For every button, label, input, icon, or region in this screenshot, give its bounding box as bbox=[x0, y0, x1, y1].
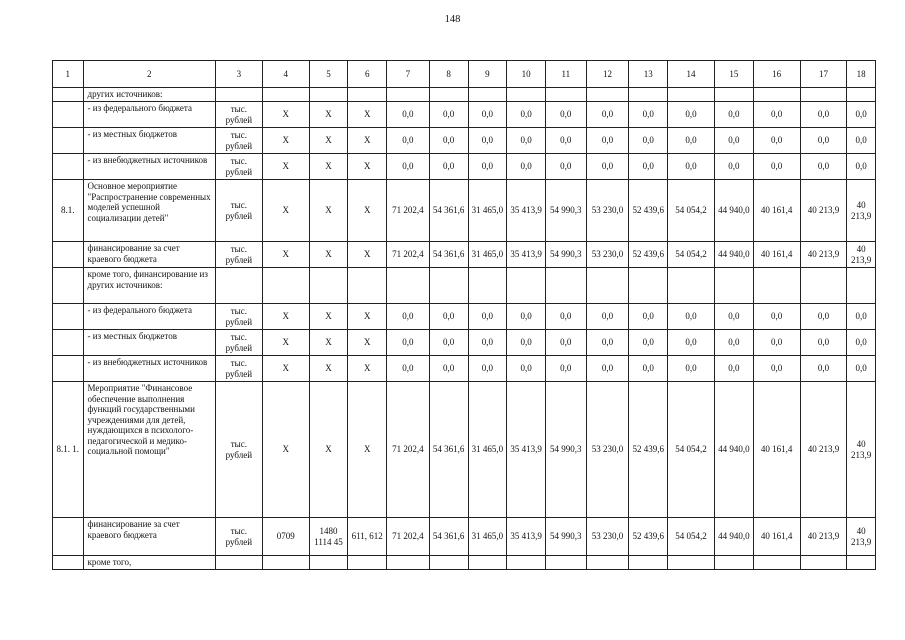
table-cell: 0,0 bbox=[507, 330, 546, 356]
table-cell: 0,0 bbox=[429, 154, 468, 180]
table-cell: 0,0 bbox=[629, 128, 668, 154]
table-cell bbox=[545, 556, 586, 570]
table-cell: 1480 1114 45 bbox=[309, 518, 348, 556]
row-number-cell bbox=[53, 268, 84, 304]
row-number-cell bbox=[53, 102, 84, 128]
row-name-cell: - из внебюджетных источников bbox=[83, 154, 215, 180]
table-cell: 54 361,6 bbox=[429, 518, 468, 556]
table-cell: 0,0 bbox=[753, 356, 800, 382]
column-header-3: 3 bbox=[215, 61, 262, 88]
table-cell: 40 161,4 bbox=[753, 382, 800, 518]
table-cell: 0,0 bbox=[629, 356, 668, 382]
table-cell: 0,0 bbox=[800, 356, 847, 382]
table-cell: тыс. рублей bbox=[215, 154, 262, 180]
table-cell: 54 054,2 bbox=[668, 518, 715, 556]
table-cell bbox=[215, 268, 262, 304]
table-cell: X bbox=[262, 102, 309, 128]
table-cell: 0,0 bbox=[468, 102, 507, 128]
table-cell bbox=[309, 556, 348, 570]
row-number-cell bbox=[53, 242, 84, 268]
table-cell bbox=[262, 268, 309, 304]
table-row bbox=[53, 180, 876, 242]
column-header-1: 1 bbox=[53, 61, 84, 88]
table-cell: 0,0 bbox=[468, 356, 507, 382]
table-cell bbox=[714, 88, 753, 102]
table-cell: X bbox=[262, 154, 309, 180]
column-header-2: 2 bbox=[83, 61, 215, 88]
table-cell: 0,0 bbox=[507, 154, 546, 180]
table-cell: 35 413,9 bbox=[507, 242, 546, 268]
column-header-12: 12 bbox=[586, 61, 629, 88]
table-cell bbox=[507, 88, 546, 102]
column-header-13: 13 bbox=[629, 61, 668, 88]
table-cell: 0,0 bbox=[586, 356, 629, 382]
table-cell: X bbox=[309, 330, 348, 356]
table-cell bbox=[714, 556, 753, 570]
table-cell bbox=[348, 88, 387, 102]
table-cell: 52 439,6 bbox=[629, 382, 668, 518]
table-cell bbox=[429, 268, 468, 304]
table-cell: 0,0 bbox=[714, 304, 753, 330]
table-cell bbox=[429, 88, 468, 102]
table-cell: тыс. рублей bbox=[215, 330, 262, 356]
budget-table bbox=[52, 60, 876, 570]
table-cell: тыс. рублей bbox=[215, 304, 262, 330]
row-number-cell bbox=[53, 356, 84, 382]
table-cell: 0,0 bbox=[387, 330, 430, 356]
table-cell bbox=[468, 88, 507, 102]
table-cell: 52 439,6 bbox=[629, 180, 668, 242]
table-cell: 40 161,4 bbox=[753, 180, 800, 242]
table-cell: 0,0 bbox=[586, 102, 629, 128]
table-cell: 54 054,2 bbox=[668, 180, 715, 242]
table-cell bbox=[629, 556, 668, 570]
table-cell: 0,0 bbox=[847, 128, 876, 154]
row-name-cell: - из местных бюджетов bbox=[83, 128, 215, 154]
table-cell: 0,0 bbox=[847, 356, 876, 382]
column-header-15: 15 bbox=[714, 61, 753, 88]
column-header-10: 10 bbox=[507, 61, 546, 88]
table-cell bbox=[215, 88, 262, 102]
table-cell: 54 361,6 bbox=[429, 180, 468, 242]
table-cell: 0,0 bbox=[629, 330, 668, 356]
table-cell: 31 465,0 bbox=[468, 382, 507, 518]
table-cell: 0,0 bbox=[387, 102, 430, 128]
table-cell: 0,0 bbox=[668, 128, 715, 154]
table-cell: 0,0 bbox=[468, 330, 507, 356]
table-cell: X bbox=[309, 128, 348, 154]
table-row bbox=[53, 304, 876, 330]
table-cell: 0,0 bbox=[507, 128, 546, 154]
table-cell: 0,0 bbox=[586, 304, 629, 330]
table-cell: 0,0 bbox=[387, 154, 430, 180]
column-header-14: 14 bbox=[668, 61, 715, 88]
table-cell: 0,0 bbox=[668, 356, 715, 382]
row-name-cell: финансирование за счет краевого бюджета bbox=[83, 518, 215, 556]
table-cell bbox=[629, 88, 668, 102]
table-cell: 0,0 bbox=[847, 154, 876, 180]
table-cell: 0,0 bbox=[429, 102, 468, 128]
table-cell: X bbox=[262, 128, 309, 154]
table-cell: 52 439,6 bbox=[629, 518, 668, 556]
table-cell: X bbox=[309, 102, 348, 128]
table-cell: 0,0 bbox=[800, 154, 847, 180]
table-cell: 0,0 bbox=[753, 154, 800, 180]
table-cell: 0,0 bbox=[800, 102, 847, 128]
table-cell: 0,0 bbox=[668, 304, 715, 330]
table-cell: тыс. рублей bbox=[215, 356, 262, 382]
row-number-cell bbox=[53, 330, 84, 356]
table-cell: 40 213,9 bbox=[847, 518, 876, 556]
table-cell: 0,0 bbox=[714, 102, 753, 128]
table-cell: тыс. рублей bbox=[215, 102, 262, 128]
table-cell: X bbox=[348, 154, 387, 180]
table-cell bbox=[309, 88, 348, 102]
table-cell: 71 202,4 bbox=[387, 382, 430, 518]
table-cell: 40 213,9 bbox=[847, 180, 876, 242]
table-cell: 31 465,0 bbox=[468, 180, 507, 242]
table-row bbox=[53, 268, 876, 304]
table-cell bbox=[753, 268, 800, 304]
table-cell: 54 054,2 bbox=[668, 382, 715, 518]
column-header-4: 4 bbox=[262, 61, 309, 88]
table-row bbox=[53, 88, 876, 102]
table-cell: 0,0 bbox=[545, 102, 586, 128]
row-number-cell bbox=[53, 304, 84, 330]
row-name-cell: - из внебюджетных источников bbox=[83, 356, 215, 382]
row-number-cell bbox=[53, 128, 84, 154]
row-number-cell bbox=[53, 88, 84, 102]
table-cell: 54 990,3 bbox=[545, 518, 586, 556]
table-cell: 0,0 bbox=[429, 128, 468, 154]
table-cell bbox=[800, 88, 847, 102]
table-cell: 0,0 bbox=[429, 304, 468, 330]
table-cell: 0,0 bbox=[545, 356, 586, 382]
table-cell: 0,0 bbox=[545, 154, 586, 180]
table-row bbox=[53, 102, 876, 128]
table-cell: 0,0 bbox=[468, 304, 507, 330]
row-number-cell bbox=[53, 518, 84, 556]
table-cell: 54 054,2 bbox=[668, 242, 715, 268]
table-cell: 0,0 bbox=[753, 330, 800, 356]
table-cell: 44 940,0 bbox=[714, 242, 753, 268]
table-cell bbox=[714, 268, 753, 304]
table-cell bbox=[545, 88, 586, 102]
table-row bbox=[53, 242, 876, 268]
table-cell: 0,0 bbox=[629, 154, 668, 180]
table-cell: 0,0 bbox=[429, 356, 468, 382]
table-cell: 53 230,0 bbox=[586, 180, 629, 242]
table-cell: 0,0 bbox=[714, 356, 753, 382]
table-cell: X bbox=[262, 330, 309, 356]
table-cell: X bbox=[309, 180, 348, 242]
table-cell: 35 413,9 bbox=[507, 180, 546, 242]
row-number-cell bbox=[53, 556, 84, 570]
table-cell: тыс. рублей bbox=[215, 242, 262, 268]
table-cell: 0,0 bbox=[545, 304, 586, 330]
table-cell: X bbox=[348, 382, 387, 518]
table-cell: 44 940,0 bbox=[714, 382, 753, 518]
table-cell bbox=[468, 556, 507, 570]
table-cell bbox=[387, 268, 430, 304]
table-cell: 53 230,0 bbox=[586, 518, 629, 556]
column-header-7: 7 bbox=[387, 61, 430, 88]
table-cell: 0,0 bbox=[847, 330, 876, 356]
table-cell: 0,0 bbox=[847, 102, 876, 128]
table-cell: 0,0 bbox=[387, 356, 430, 382]
table-cell: 0,0 bbox=[387, 128, 430, 154]
table-cell: X bbox=[348, 128, 387, 154]
column-header-6: 6 bbox=[348, 61, 387, 88]
table-cell: 35 413,9 bbox=[507, 518, 546, 556]
table-cell bbox=[507, 268, 546, 304]
table-cell: 40 161,4 bbox=[753, 518, 800, 556]
table-cell: 0,0 bbox=[545, 330, 586, 356]
table-cell: 0,0 bbox=[668, 154, 715, 180]
table-cell bbox=[586, 268, 629, 304]
table-cell: 0,0 bbox=[800, 304, 847, 330]
table-row bbox=[53, 382, 876, 518]
column-header-17: 17 bbox=[800, 61, 847, 88]
table-cell: 44 940,0 bbox=[714, 518, 753, 556]
table-cell: X bbox=[309, 304, 348, 330]
table-cell: 0,0 bbox=[429, 330, 468, 356]
table-cell: X bbox=[348, 356, 387, 382]
table-row bbox=[53, 356, 876, 382]
table-cell bbox=[545, 268, 586, 304]
table-cell: 0,0 bbox=[387, 304, 430, 330]
table-cell: 44 940,0 bbox=[714, 180, 753, 242]
table-cell: 54 361,6 bbox=[429, 382, 468, 518]
table-cell: 53 230,0 bbox=[586, 382, 629, 518]
row-name-cell: - из федерального бюджета bbox=[83, 102, 215, 128]
table-row bbox=[53, 330, 876, 356]
table-cell: 71 202,4 bbox=[387, 518, 430, 556]
table-cell bbox=[429, 556, 468, 570]
table-cell bbox=[348, 268, 387, 304]
table-row bbox=[53, 128, 876, 154]
table-cell: X bbox=[348, 242, 387, 268]
table-cell: X bbox=[309, 242, 348, 268]
table-cell: 0,0 bbox=[507, 356, 546, 382]
table-cell bbox=[262, 556, 309, 570]
table-cell: тыс. рублей bbox=[215, 128, 262, 154]
table-cell bbox=[668, 88, 715, 102]
row-name-cell: - из местных бюджетов bbox=[83, 330, 215, 356]
row-name-cell: - из федерального бюджета bbox=[83, 304, 215, 330]
row-number-cell bbox=[53, 154, 84, 180]
table-cell: 54 990,3 bbox=[545, 180, 586, 242]
table-cell bbox=[387, 556, 430, 570]
table-cell: 0,0 bbox=[668, 102, 715, 128]
table-cell: 0,0 bbox=[629, 102, 668, 128]
table-cell bbox=[309, 268, 348, 304]
table-cell: 0,0 bbox=[629, 304, 668, 330]
table-cell: 31 465,0 bbox=[468, 518, 507, 556]
table-cell: 52 439,6 bbox=[629, 242, 668, 268]
table-cell: 71 202,4 bbox=[387, 242, 430, 268]
column-header-8: 8 bbox=[429, 61, 468, 88]
table-cell: 0,0 bbox=[714, 154, 753, 180]
table-cell bbox=[348, 556, 387, 570]
table-cell: X bbox=[309, 382, 348, 518]
table-cell: 0,0 bbox=[586, 330, 629, 356]
table-cell bbox=[468, 268, 507, 304]
table-cell: тыс. рублей bbox=[215, 180, 262, 242]
table-cell bbox=[668, 556, 715, 570]
table-cell bbox=[507, 556, 546, 570]
table-cell: 40 161,4 bbox=[753, 242, 800, 268]
table-cell: X bbox=[348, 330, 387, 356]
table-cell bbox=[586, 88, 629, 102]
table-cell: тыс. рублей bbox=[215, 518, 262, 556]
table-cell: 0,0 bbox=[753, 304, 800, 330]
table-cell bbox=[387, 88, 430, 102]
table-cell bbox=[753, 88, 800, 102]
table-cell bbox=[847, 268, 876, 304]
column-header-9: 9 bbox=[468, 61, 507, 88]
table-cell: X bbox=[348, 304, 387, 330]
row-number-cell: 8.1. bbox=[53, 180, 84, 242]
table-cell bbox=[847, 556, 876, 570]
table-cell: X bbox=[262, 304, 309, 330]
table-cell: 0,0 bbox=[753, 102, 800, 128]
table-cell bbox=[847, 88, 876, 102]
column-header-18: 18 bbox=[847, 61, 876, 88]
table-cell: 54 361,6 bbox=[429, 242, 468, 268]
table-cell: 0,0 bbox=[586, 154, 629, 180]
table-cell: 40 213,9 bbox=[800, 180, 847, 242]
table-header-row bbox=[53, 61, 876, 88]
column-header-5: 5 bbox=[309, 61, 348, 88]
table-cell bbox=[586, 556, 629, 570]
table-cell: 71 202,4 bbox=[387, 180, 430, 242]
table-cell: 35 413,9 bbox=[507, 382, 546, 518]
row-name-cell: финансирование за счет краевого бюджета bbox=[83, 242, 215, 268]
table-cell: 40 213,9 bbox=[847, 242, 876, 268]
table-row bbox=[53, 556, 876, 570]
table-cell: 0,0 bbox=[800, 330, 847, 356]
table-cell bbox=[262, 88, 309, 102]
table-cell: 0,0 bbox=[586, 128, 629, 154]
table-cell bbox=[800, 268, 847, 304]
table-cell: 54 990,3 bbox=[545, 242, 586, 268]
table-cell: 0,0 bbox=[800, 128, 847, 154]
table-cell: X bbox=[262, 382, 309, 518]
table-cell: 54 990,3 bbox=[545, 382, 586, 518]
table-cell bbox=[215, 556, 262, 570]
table-cell: 0,0 bbox=[714, 330, 753, 356]
table-cell: 40 213,9 bbox=[800, 518, 847, 556]
row-name-cell: Мероприятие "Финансовое обеспечение выполнения функций государственными учреждениями для детей, нуждающихся в психолого-педагогической и медико-социальной помощи" bbox=[83, 382, 215, 518]
table-cell: 40 213,9 bbox=[800, 382, 847, 518]
table-cell: 40 213,9 bbox=[800, 242, 847, 268]
table-cell: 53 230,0 bbox=[586, 242, 629, 268]
table-cell: 0,0 bbox=[714, 128, 753, 154]
table-cell: 0,0 bbox=[507, 102, 546, 128]
table-cell: 611, 612 bbox=[348, 518, 387, 556]
table-cell: X bbox=[348, 180, 387, 242]
table-cell bbox=[753, 556, 800, 570]
table-cell: X bbox=[262, 180, 309, 242]
row-name-cell: других источников: bbox=[83, 88, 215, 102]
table-cell: X bbox=[309, 154, 348, 180]
table-cell: X bbox=[262, 356, 309, 382]
table-cell: X bbox=[262, 242, 309, 268]
table-cell: X bbox=[348, 102, 387, 128]
table-cell: X bbox=[309, 356, 348, 382]
table-cell: 0,0 bbox=[507, 304, 546, 330]
table-cell: 0709 bbox=[262, 518, 309, 556]
row-number-cell: 8.1. 1. bbox=[53, 382, 84, 518]
row-name-cell: кроме того, финансирование из других источников: bbox=[83, 268, 215, 304]
table-cell: 0,0 bbox=[753, 128, 800, 154]
table-cell: 31 465,0 bbox=[468, 242, 507, 268]
table-cell: 0,0 bbox=[847, 304, 876, 330]
table-cell bbox=[629, 268, 668, 304]
table-row bbox=[53, 518, 876, 556]
table-cell: тыс. рублей bbox=[215, 382, 262, 518]
row-name-cell: кроме того, bbox=[83, 556, 215, 570]
table-cell bbox=[668, 268, 715, 304]
table-cell: 0,0 bbox=[468, 128, 507, 154]
table-cell: 0,0 bbox=[468, 154, 507, 180]
table-cell bbox=[800, 556, 847, 570]
row-name-cell: Основное мероприятие "Распространение современных моделей успешной социализации детей" bbox=[83, 180, 215, 242]
column-header-16: 16 bbox=[753, 61, 800, 88]
table-cell: 40 213,9 bbox=[847, 382, 876, 518]
page-number: 148 bbox=[444, 14, 461, 25]
table-row bbox=[53, 154, 876, 180]
table-cell: 0,0 bbox=[668, 330, 715, 356]
column-header-11: 11 bbox=[545, 61, 586, 88]
table-cell: 0,0 bbox=[545, 128, 586, 154]
